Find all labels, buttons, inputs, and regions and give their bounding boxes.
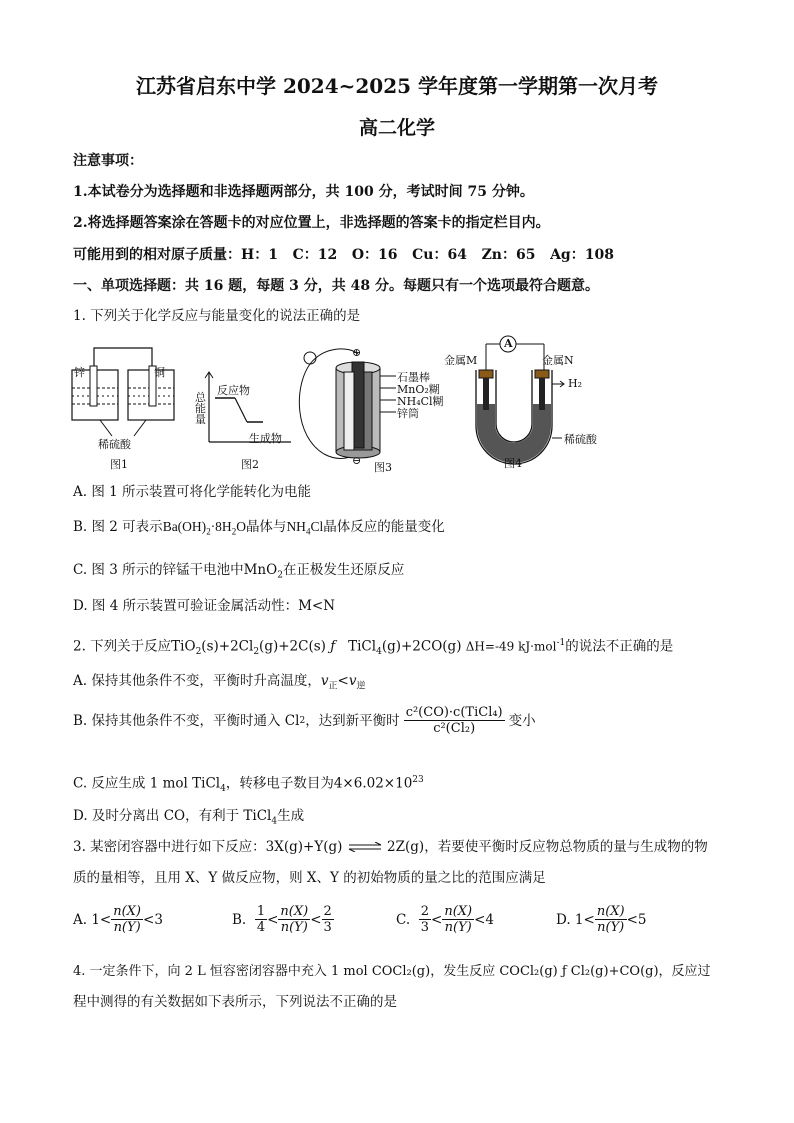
q3-stem-line1: 3. 某密闭容器中进行如下反应：3X(g)+Y(g) 2Z(g)，若要使平衡时反应物总物质的量与生成物的物 — [73, 837, 708, 858]
notes-heading: 注意事项： — [73, 153, 143, 169]
q2-stem: 2. 下列关于反应$TiO_2(s)+2Cl_2(g)+2C(s)$ ƒ TiCl$_4$(g)+2CO(g) ΔH=-49 kJ·mol$^{-1}$的说法不正确的是 — [73, 638, 674, 658]
fig3-caption: 图3 — [374, 461, 392, 474]
notes-item-1: 1.本试卷分为选择题和非选择题两部分，共 100 分，考试时间 75 分钟。 — [73, 184, 534, 200]
q2-ratio-fraction: $\frac{\text{c²(CO)·c(TiCl₄)}}{\text{c²(Cl₂)}}$ — [405, 705, 503, 736]
fig4-ammeter: A — [504, 337, 513, 350]
figure-2 — [195, 370, 295, 470]
fig2-product: 生成物 — [249, 432, 282, 445]
fig3-minus: ⊖ — [352, 454, 362, 467]
atomic-masses: 可能用到的相对原子质量：H：1 C：12 O：16 Cu：64 Zn：65 Ag：108 — [73, 247, 614, 263]
fig3-label-mno2: MnO₂糊 — [397, 383, 440, 396]
fig2-reactant: 反应物 — [217, 384, 250, 397]
figure-3 — [294, 346, 444, 472]
fig3-label-graphite: 石墨棒 — [397, 371, 430, 384]
fig3-plus: ⊕ — [352, 346, 362, 359]
q2-option-b: B. 保持其他条件不变，平衡时通入 Cl 2 ，达到新平衡时 $\frac{\text{c²(CO)·c(TiCl₄)}}{\text{c²(Cl₂)}}$ 变小 — [73, 705, 536, 736]
fig2-ylabel: 总能量 — [195, 391, 206, 426]
q3-option-a: A. 1< $\frac{n(X)}{n(Y)}$ <3 — [73, 904, 163, 935]
q3-option-d: D. 1< $\frac{n(X)}{n(Y)}$ <5 — [556, 904, 647, 935]
fig4-metal-m: 金属M — [444, 354, 478, 367]
fig1-copper-label: 铜 — [154, 366, 165, 379]
q2-option-d: D. 及时分离出 CO，有利于 TiCl$_4$生成 — [73, 808, 305, 827]
fig1-acid-label: 稀硫酸 — [98, 438, 131, 451]
q3-option-c: C. $\frac{2}{3}$ < $\frac{n(X)}{n(Y)}$ <4 — [396, 904, 495, 935]
exam-title: 江苏省启东中学 2024~2025 学年度第一学期第一次月考 — [135, 74, 658, 98]
fig3-label-nh4cl: NH₄Cl糊 — [397, 395, 444, 408]
q4-stem-line1: 4. 一定条件下，向 2 L 恒容密闭容器中充入 1 mol COCl₂(g)，发生反应 COCl₂(g) ƒ Cl₂(g)+CO(g)，反应过 — [73, 964, 711, 979]
q2-option-c: C. 反应生成 1 mol TiCl$_4$，转移电子数目为$4\times 6.02\times 10^{23}$ — [73, 775, 424, 795]
q2-option-a: A. 保持其他条件不变，平衡时升高温度，$v_正<v_逆$ — [73, 673, 366, 692]
fig4-caption: 图4 — [504, 457, 522, 470]
fig2-caption: 图2 — [241, 458, 259, 471]
q4-stem-line2: 程中测得的有关数据如下表所示，下列说法不正确的是 — [73, 994, 397, 1010]
exam-subtitle: 高二化学 — [358, 117, 435, 139]
section-heading: 一、单项选择题：共 16 题，每题 3 分，共 48 分。每题只有一个选项最符合题意。 — [73, 278, 599, 294]
fig4-acid: 稀硫酸 — [564, 433, 597, 446]
q1-option-a: A. 图 1 所示装置可将化学能转化为电能 — [73, 484, 312, 500]
equilibrium-arrow-icon — [347, 838, 383, 858]
q3-option-b: B. $\frac{1}{4}$ < $\frac{n(X)}{n(Y)}$ < $\frac{2}{3}$ — [232, 904, 332, 935]
notes-item-2: 2.将选择题答案涂在答题卡的对应位置上，非选择题的答案卡的指定栏目内。 — [73, 215, 550, 231]
figure-1 — [70, 340, 180, 470]
fig3-label-zinc: 锌筒 — [397, 407, 419, 420]
fig4-h2: H₂ — [568, 377, 583, 390]
fig4-metal-n: 金属N — [542, 354, 574, 367]
q1-option-b: B. 图 2 可表示$Ba(OH)_2\cdot 8H_2O$晶体与$NH_4Cl$晶体反应的能量变化 — [73, 519, 445, 537]
q1-stem: 1. 下列关于化学反应与能量变化的说法正确的是 — [73, 308, 361, 324]
fig1-caption: 图1 — [110, 458, 128, 471]
fig1-zinc-label: 锌 — [74, 366, 85, 379]
q3-stem-line2: 质的量相等，且用 X、Y 做反应物，则 X、Y 的初始物质的量之比的范围应满足 — [73, 870, 546, 886]
figure-4 — [440, 334, 600, 470]
q1-option-c: C. 图 3 所示的锌锰干电池中MnO$_2$在正极发生还原反应 — [73, 562, 405, 581]
q1-option-d: D. 图 4 所示装置可验证金属活动性：M<N — [73, 598, 336, 614]
